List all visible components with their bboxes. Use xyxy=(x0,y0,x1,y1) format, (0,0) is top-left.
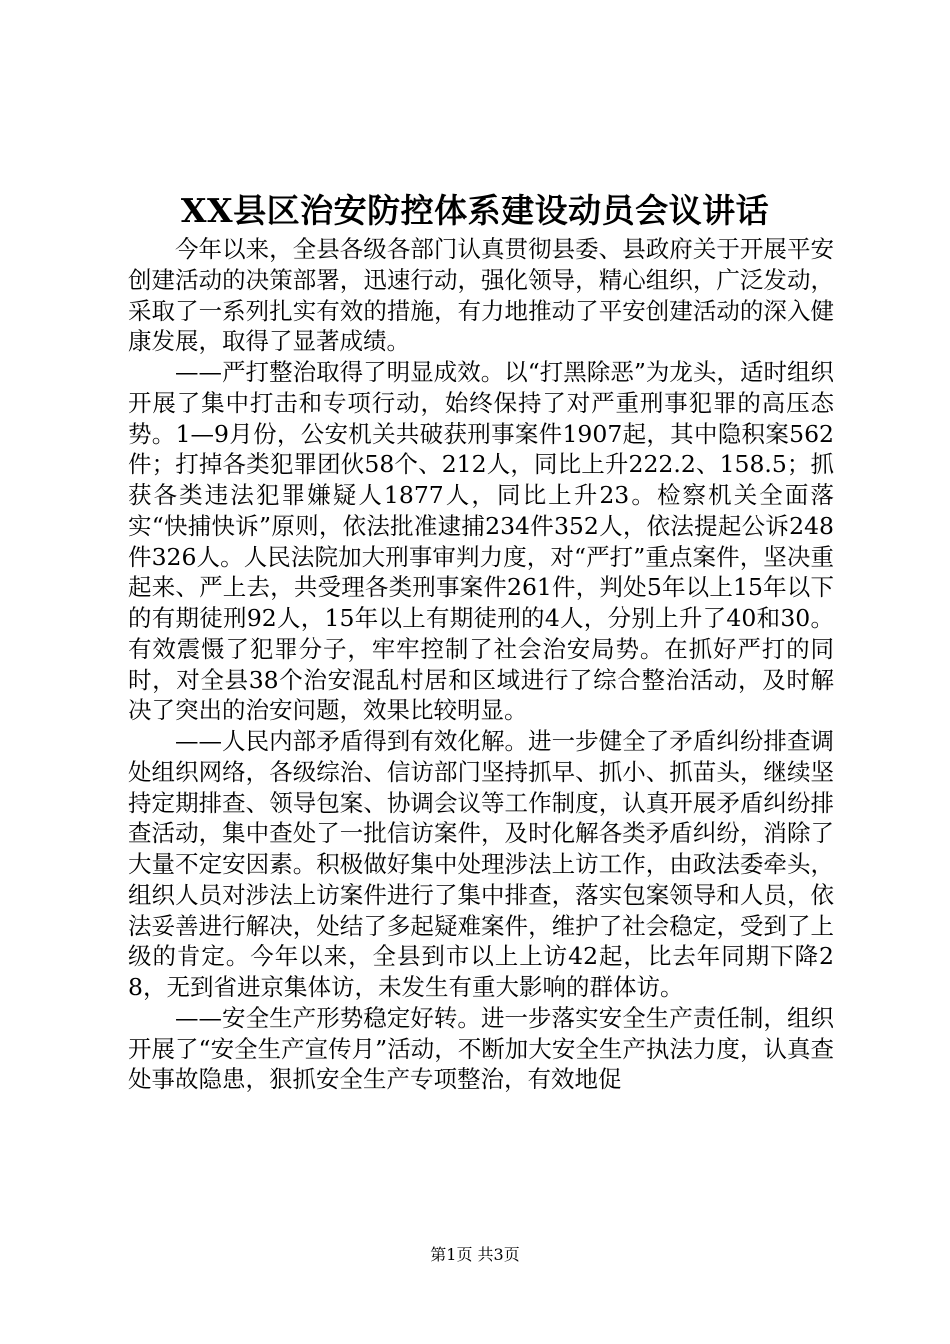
document-body xyxy=(128,234,834,1095)
paragraph-disputes: ——人民内部矛盾得到有效化解。进一步健全了矛盾纠纷排查调处组织网络，各级综治、信访部门坚持抓早、抓小、抓苗头，继续坚持定期排查、领导包案、协调会议等工作制度，认真开展矛盾纠纷排查活动，集中查处了一批信访案件，及时化解各类矛盾纠纷，消除了大量不定安因素。积极做好集中处理涉法上访工作，由政法委牵头，组织人员对涉法上访案件进行了集中排查，落实包案领导和人员，依法妥善进行解决，处结了多起疑难案件，维护了社会稳定，受到了上级的肯定。今年以来，全县到市以上上访42起，比去年同期下降28，无到省进京集体访，未发生有重大影响的群体访。 xyxy=(128,727,834,1001)
document-title: XX县区治安防控体系建设动员会议讲话 xyxy=(180,191,770,230)
page-number: 第1页 共3页 xyxy=(430,1245,520,1264)
paragraph-intro: 今年以来，全县各级各部门认真贯彻县委、县政府关于开展平安创建活动的决策部署，迅速行动，强化领导，精心组织，广泛发动，采取了一系列扎实有效的措施，有力地推动了平安创建活动的深入健康发展，取得了显著成绩。 xyxy=(128,235,834,356)
paragraph-safety: ——安全生产形势稳定好转。进一步落实安全生产责任制，组织开展了“安全生产宣传月”活动，不断加大安全生产执法力度，认真查处事故隐患，狠抓安全生产专项整治，有效地促 xyxy=(128,1003,834,1094)
paragraph-crackdown: ——严打整治取得了明显成效。以“打黑除恶”为龙头，适时组织开展了集中打击和专项行动，始终保持了对严重刑事犯罪的高压态势。1—9月份，公安机关共破获刑事案件1907起，其中隐积案562件；打掉各类犯罪团伙58个、212人，同比上升222.2、158.5；抓获各类违法犯罪嫌疑人1877人，同比上升23。检察机关全面落实“快捕快诉”原则，依法批准逮捕234件352人，依法提起公诉248件326人。人民法院加大刑事审判力度，对“严打”重点案件，坚决重起来、严上去，共受理各类刑事案件261件，判处5年以上15年以下的有期徒刑92人，15年以上有期徒刑的4人，分别上升了40和30。有效震慑了犯罪分子，牢牢控制了社会治安局势。在抓好严打的同时，对全县38个治安混乱村居和区域进行了综合整治活动，及时解决了突出的治安问题，效果比较明显。 xyxy=(128,358,834,725)
